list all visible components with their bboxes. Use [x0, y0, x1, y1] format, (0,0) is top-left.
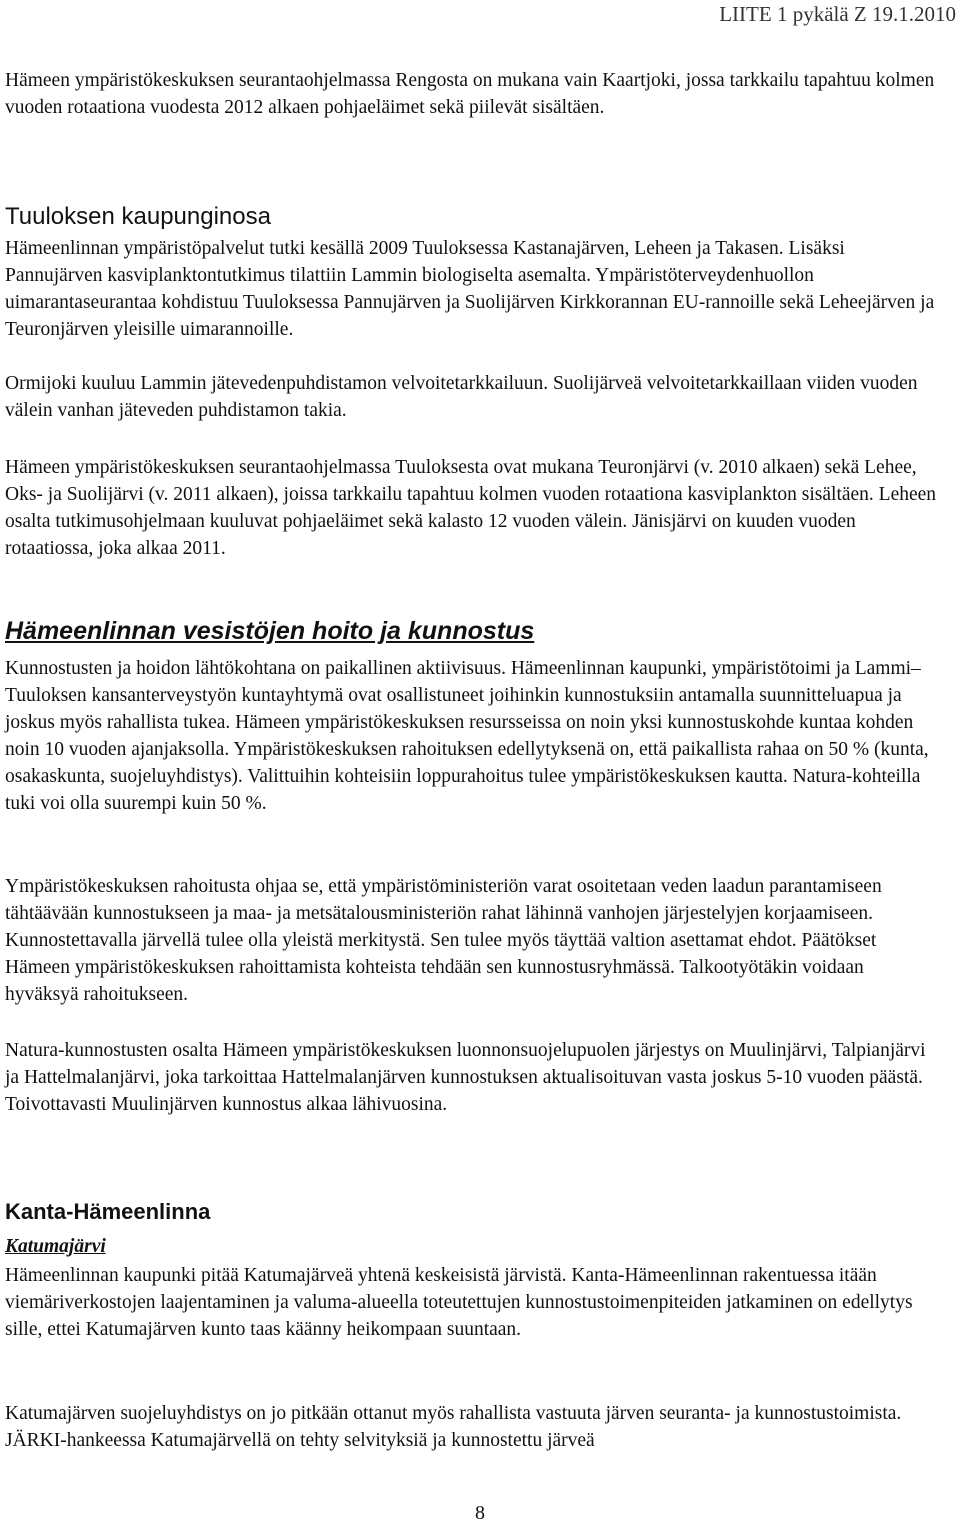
- tuulos-paragraph-2: Ormijoki kuuluu Lammin jätevedenpuhdistamon velvoitetarkkailuun. Suolijärveä velvoitetarkkaillaan viiden vuoden välein vanhan jäteveden puhdistamon takia.: [5, 373, 918, 421]
- kanta-paragraph-1: Hämeenlinnan kaupunki pitää Katumajärveä yhtenä keskeisistä järvistä. Kanta-Hämeenlinnan rakentuessa itään viemäriverkostojen laajentaminen ja valuma-alueella toteutettujen kunnostustoimenpiteiden jatkaminen on edellytys sille, ettei Katumajärven kunto taas käänny heikompaan suuntaan.: [5, 1265, 913, 1340]
- kanta-paragraph-2: Katumajärven suojeluyhdistys on jo pitkään ottanut myös rahallista vastuuta järven seuranta- ja kunnostustoimista. JÄRKI-hankeessa Katumajärvellä on tehty selvityksiä ja kunnostettu järveä: [5, 1403, 902, 1451]
- section-heading-tuulos: Tuuloksen kaupunginosa: [5, 203, 271, 230]
- hoito-paragraph-1: Kunnostusten ja hoidon lähtökohtana on paikallinen aktiivisuus. Hämeenlinnan kaupunki, ympäristötoimi ja Lammi–Tuuloksen kansanterveystyön kuntayhtymä ovat osallistuneet joihinkin kunnostuksiin antamalla suunnitteluapua ja joskus myös rahallista tukea. Hämeen ympäristökeskuksen resursseissa on noin yksi kunnostuskohde kuntaa kohden noin 10 vuoden ajanjaksolla. Ympäristökeskuksen rahoituksen edellytyksenä on, että paikallista rahaa on 50 % (kunta, osakaskunta, suojeluyhdistys). Valittuihin kohteisiin loppurahoitus tulee ympäristökeskuksen kautta. Natura-kohteilla tuki voi olla suurempi kuin 50 %.: [5, 658, 929, 814]
- intro-paragraph: Hämeen ympäristökeskuksen seurantaohjelmassa Rengosta on mukana vain Kaartjoki, jossa tarkkailu tapahtuu kolmen vuoden rotaationa vuodesta 2012 alkaen pohjaeläimet sekä piilevät sisältäen.: [5, 70, 935, 118]
- tuulos-paragraph-3: Hämeen ympäristökeskuksen seurantaohjelmassa Tuuloksesta ovat mukana Teuronjärvi (v. 2010 alkaen) sekä Lehee, Oks- ja Suolijärvi (v. 2011 alkaen), joissa tarkkailu tapahtuu kolmen vuoden rotaationa kasviplankton sisältäen. Leheen osalta tutkimusohjelmaan kuuluvat pohjaeläimet sekä kalasto 12 vuoden välein. Jänisjärvi on kuuden vuoden rotaatiossa, joka alkaa 2011.: [5, 457, 937, 559]
- hoito-paragraph-3: Natura-kunnostusten osalta Hämeen ympäristökeskuksen luonnonsuojelupuolen järjestys on Muulinjärvi, Talpianjärvi ja Hattelmalanjärvi, joka tarkoittaa Hattelmalanjärven kunnostuksen aktualisoituvan vasta joskus 5-10 vuoden päästä. Toivottavasti Muulinjärven kunnostus alkaa lähivuosina.: [5, 1040, 926, 1115]
- section-heading-hoito: Hämeenlinnan vesistöjen hoito ja kunnostus: [5, 617, 535, 645]
- subheading-katumajarvi: Katumajärvi: [5, 1236, 106, 1257]
- document-header: LIITE 1 pykälä Z 19.1.2010: [719, 2, 956, 26]
- hoito-paragraph-2: Ympäristökeskuksen rahoitusta ohjaa se, että ympäristöministeriön varat osoitetaan veden laadun parantamiseen tähtäävään kunnostukseen ja maa- ja metsätalousministeriön rahat lähinnä vanhojen järjestelyjen korjaamiseen. Kunnostettavalla järvellä tulee olla yleistä merkitystä. Sen tulee myös täyttää valtion asettamat ehdot. Päätökset Hämeen ympäristökeskuksen rahoittamista kohteista tehdään sen kunnostusryhmässä. Talkootyötäkin voidaan hyväksyä rahoitukseen.: [5, 876, 882, 1005]
- tuulos-paragraph-1: Hämeenlinnan ympäristöpalvelut tutki kesällä 2009 Tuuloksessa Kastanajärven, Leheen ja Takasen. Lisäksi Pannujärven kasviplanktontutkimus tilattiin Lammin biologiselta asemalta. Ympäristöterveydenhuollon uimarantaseurantaa kohdistuu Tuuloksessa Pannujärven ja Suolijärven Kirkkorannan EU-rannoille sekä Leheejärven ja Teuronjärven yleisille uimarannoille.: [5, 238, 935, 340]
- page-number: 8: [475, 1502, 485, 1524]
- section-heading-kanta: Kanta-Hämeenlinna: [5, 1199, 211, 1224]
